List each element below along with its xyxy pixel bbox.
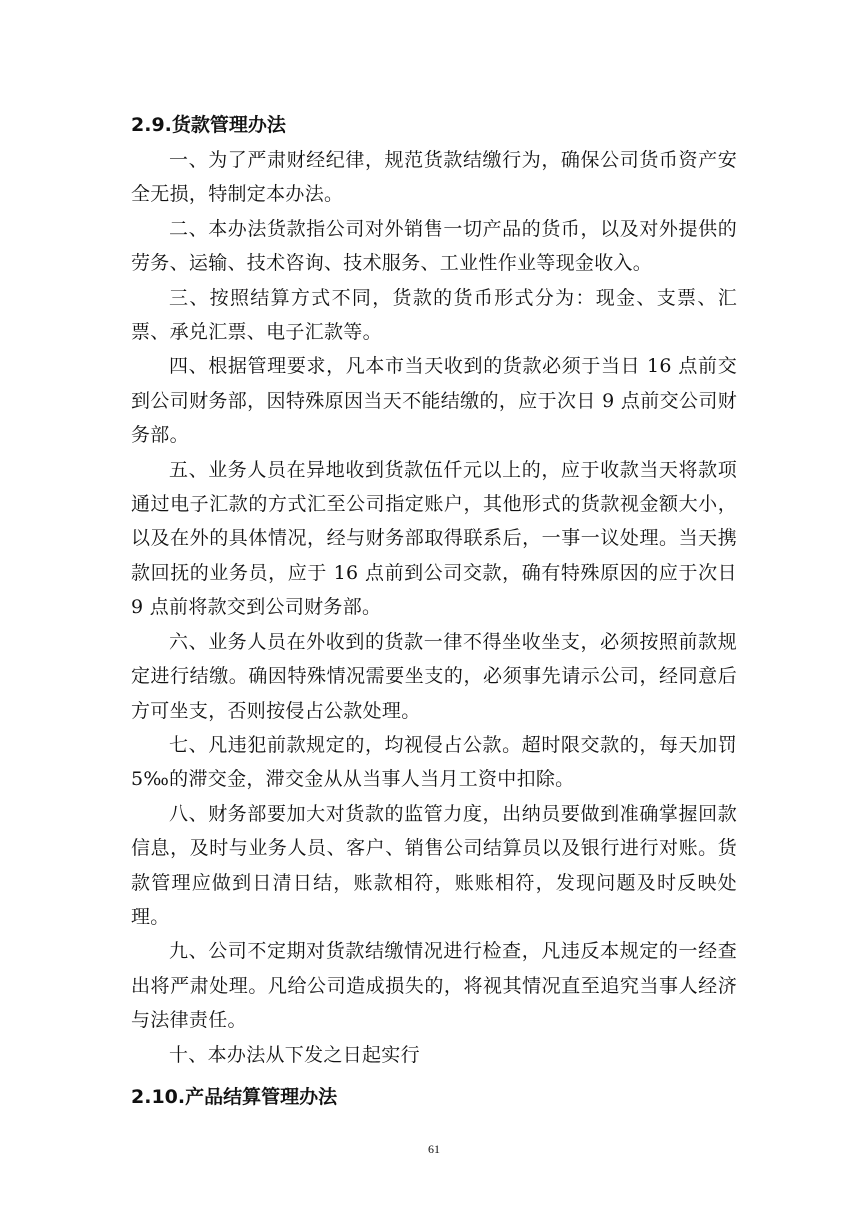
section-heading-2-9: 2.9.货款管理办法 — [131, 114, 286, 136]
paragraph-5: 五、业务人员在异地收到货款伍仟元以上的，应于收款当天将款项通过电子汇款的方式汇至公司指定账户，其他形式的货款视金额大小，以及在外的具体情况，经与财务部取得联系后，一事一议处理。当天携款回抚的业务员，应于 16 点前到公司交款，确有特殊原因的应于次日 9 点前将款交到公司财务部。 — [131, 458, 737, 619]
paragraph-4: 四、根据管理要求，凡本市当天收到的货款必须于当日 16 点前交到公司财务部，因特殊原因当天不能结缴的，应于次日 9 点前交公司财务部。 — [131, 355, 737, 447]
section-body — [131, 143, 737, 1072]
paragraph-1: 一、为了严肃财经纪律，规范货款结缴行为，确保公司货币资产安全无损，特制定本办法。 — [131, 149, 737, 206]
paragraph-6: 六、业务人员在外收到的货款一律不得坐收坐支，必须按照前款规定进行结缴。确因特殊情况需要坐支的，必须事先请示公司，经同意后方可坐支，否则按侵占公款处理。 — [131, 630, 737, 722]
paragraph-10: 十、本办法从下发之日起实行 — [169, 1043, 420, 1066]
paragraph-8: 八、财务部要加大对货款的监管力度，出纳员要做到准确掌握回款信息，及时与业务人员、客户、销售公司结算员以及银行进行对账。货款管理应做到日清日结，账款相符，账账相符，发现问题及时反映处理。 — [131, 802, 737, 928]
paragraph-3: 三、按照结算方式不同，货款的货币形式分为：现金、支票、汇票、承兑汇票、电子汇款等。 — [131, 286, 737, 344]
page-number: 61 — [428, 1142, 440, 1156]
section-heading-2-10: 2.10.产品结算管理办法 — [131, 1086, 338, 1108]
paragraph-2: 二、本办法货款指公司对外销售一切产品的货币，以及对外提供的劳务、运输、技术咨询、技术服务、工业性作业等现金收入。 — [131, 217, 737, 275]
paragraph-9: 九、公司不定期对货款结缴情况进行检查，凡违反本规定的一经查出将严肃处理。凡给公司造成损失的，将视其情况直至追究当事人经济与法律责任。 — [131, 940, 737, 1032]
paragraph-7: 七、凡违犯前款规定的，均视侵占公款。超时限交款的，每天加罚 5‰的滞交金，滞交金从从当事人当月工资中扣除。 — [131, 733, 737, 791]
